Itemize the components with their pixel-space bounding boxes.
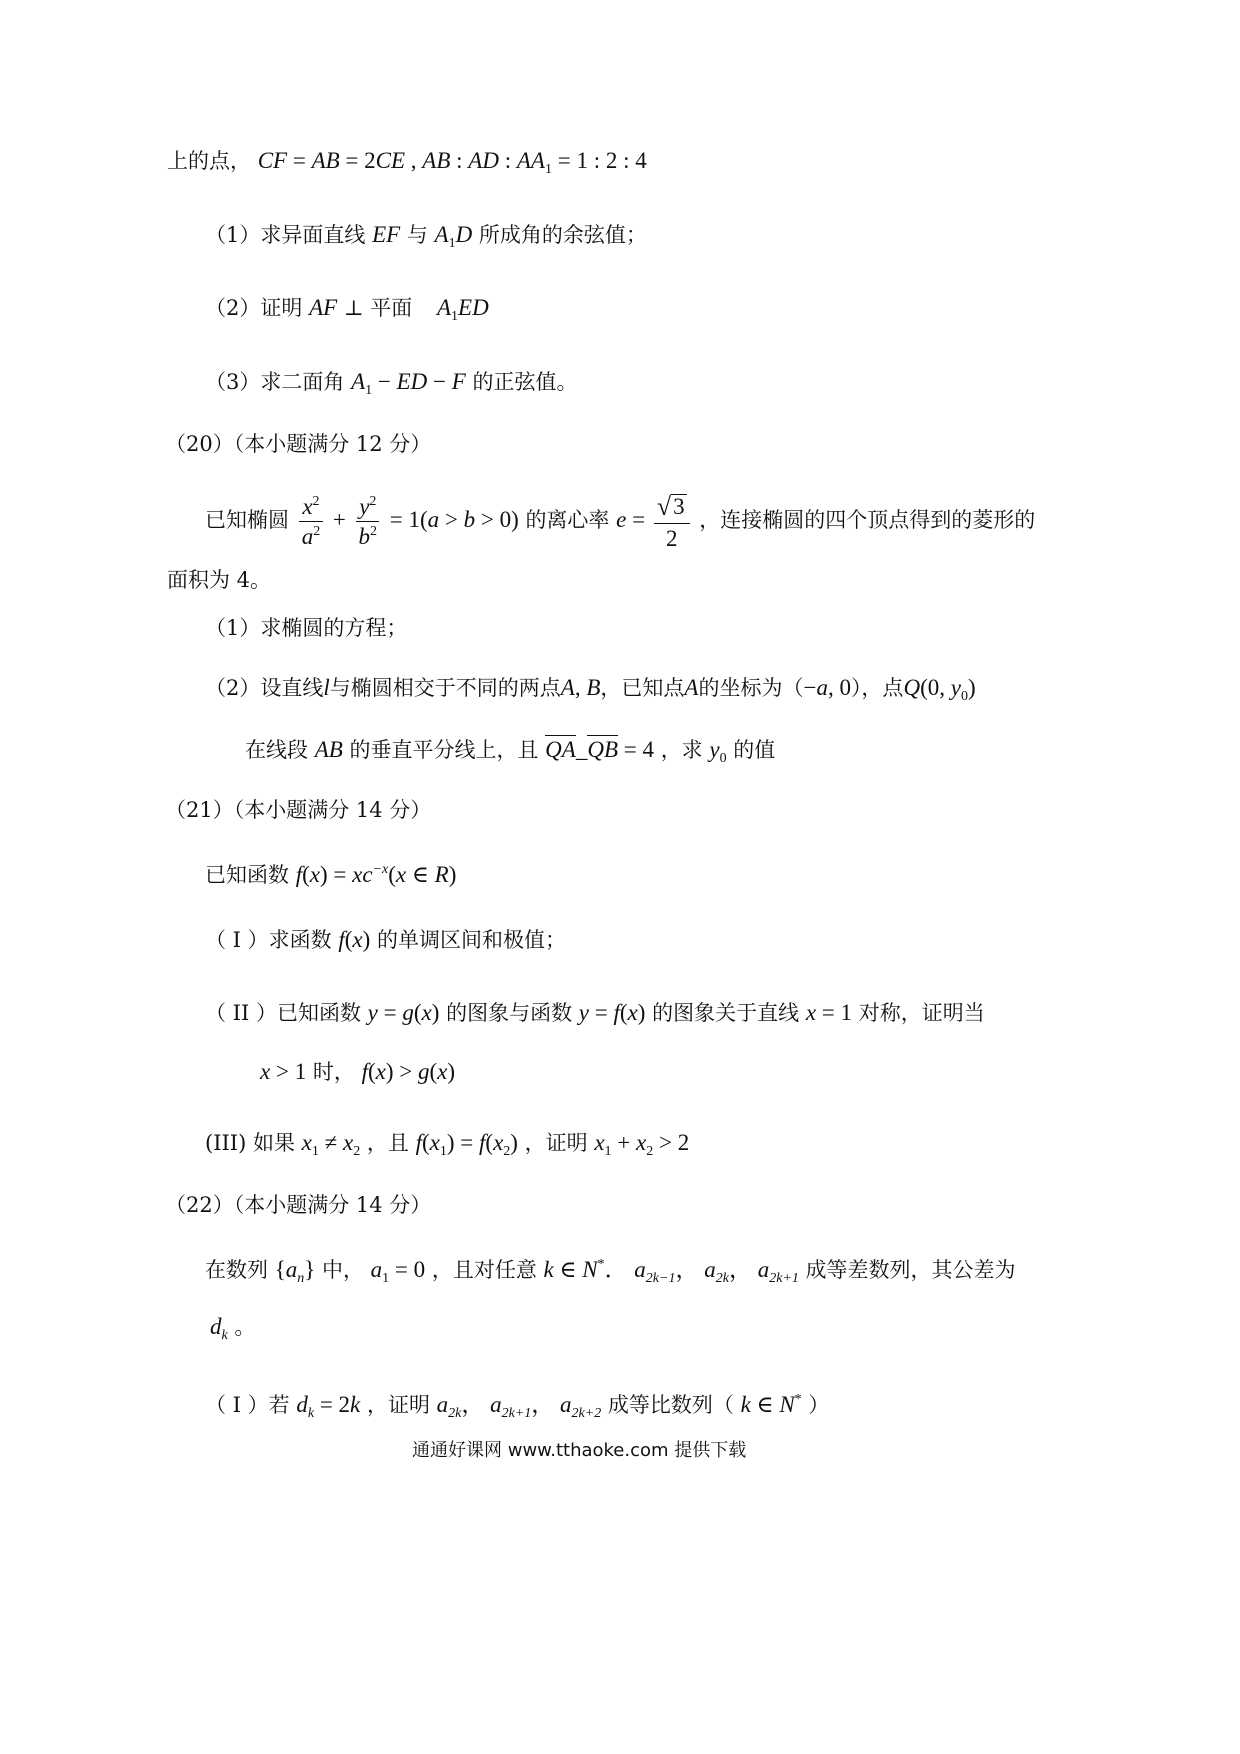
eccentricity: e =	[616, 507, 651, 532]
q20-area: 面积为 4。	[167, 568, 272, 592]
q22-part1-a: （ I ）若	[205, 1393, 290, 1417]
q20-part2	[205, 673, 976, 712]
q21-part3-a: (III) 如果	[205, 1131, 295, 1155]
q19-part3-suffix: 的正弦值。	[472, 370, 578, 394]
line-af: AF	[309, 295, 338, 320]
q22-intro-b: 中，	[321, 1258, 364, 1282]
ellipse-condition: = 1(a > b > 0)	[389, 507, 519, 532]
q19-part1-mid: 与	[406, 223, 428, 247]
q20-part2-line2	[245, 735, 775, 774]
q19-part1	[205, 220, 647, 259]
sequence-an: $\{a_n\}$	[274, 1257, 316, 1286]
fx1-eq-fx2: $f(x_1) = f(x_2)$	[415, 1130, 518, 1159]
q21-part3-b: ，且	[366, 1131, 409, 1155]
q22-part1-c: 成等比数列（	[607, 1393, 734, 1417]
q20-part2-c: ，已知点	[600, 676, 685, 700]
q21-part2-d: 对称，证明当	[858, 1001, 985, 1025]
y-eq-fx: y = f(x)	[578, 1000, 646, 1025]
q20-part2-line2-b: 的垂直平分线上，且	[349, 738, 539, 762]
dk-eq-2k: $d_k = 2k$	[296, 1392, 361, 1421]
q22-part1-d: ）	[808, 1393, 830, 1417]
q20-intro-mid: 的离心率	[525, 508, 610, 532]
y-eq-gx: y = g(x)	[367, 1000, 440, 1025]
q21-part2-line2	[260, 1057, 455, 1087]
q19-part1-suffix: 所成角的余弦值；	[478, 223, 647, 247]
vector-dot-product: QA_QB = 4	[545, 737, 654, 762]
q19-lead-line	[167, 146, 647, 185]
coord-a: −a, 0	[803, 675, 851, 700]
q19-part2	[205, 293, 489, 332]
q21-part1-a: （ I ）求函数	[205, 928, 332, 952]
x-eq-1: x = 1	[805, 1000, 853, 1025]
q21-part1-b: 的单调区间和极值；	[376, 928, 566, 952]
y0: $y_0$	[709, 737, 727, 766]
frac-sqrt3-2: √ 3 2	[654, 494, 690, 550]
q20-intro-suffix: ，连接椭圆的四个顶点得到的菱形的	[699, 508, 1036, 532]
q20-part2-d: 的坐标为（	[698, 676, 804, 700]
line-l: l	[323, 675, 330, 700]
frac-y2-b2: $\frac{y^2}{b^2}$	[356, 495, 381, 548]
q19-part2-prefix: （2）证明	[205, 296, 303, 320]
q21-intro	[205, 855, 456, 890]
q20-part2-line2-c: ，求	[660, 738, 703, 762]
segment-ab: AB	[314, 737, 343, 762]
line-ef: EF	[372, 222, 401, 247]
q21-part2-line2-a: 时，	[312, 1060, 355, 1084]
q20-part2-e: ），点	[850, 676, 904, 700]
q19-part1-prefix: （1）求异面直线	[205, 223, 366, 247]
terms-geometric: $a_{2k}$， $a_{2k+1}$， $a_{2k+2}$	[436, 1392, 602, 1421]
dihedral-angle: $A_1$ − ED − F	[351, 369, 466, 398]
q22-part1-b: ，证明	[366, 1393, 430, 1417]
points-ab: A, B	[560, 675, 601, 700]
q22-intro-line2	[210, 1312, 255, 1351]
dk: $d_k$	[210, 1314, 228, 1343]
q19-condition-formula: CF = AB = 2CE , AB : AD : $AA_1 = 1$ : 2 : 4	[257, 148, 647, 177]
frac-x2-a2: $\frac{x^2}{a^2}$	[299, 495, 324, 548]
q21-part1	[205, 925, 566, 955]
page-footer: 通通好课网 www.tthaoke.com 提供下载	[412, 1440, 747, 1461]
fx-gt-gx: f(x) > g(x)	[361, 1059, 456, 1084]
q22-intro-c: ，且对任意	[431, 1258, 537, 1282]
q20-part2-a: （2）设直线	[205, 676, 324, 700]
terms-a2k: $a_{2k-1}$， $a_{2k}$， $a_{2k+1}$	[634, 1257, 799, 1286]
q21-header: （21）（本小题满分 14 分）	[165, 798, 432, 822]
x1-neq-x2: $x_1 \ne x_2$	[301, 1130, 361, 1159]
q20-part2-line2-d: 的值	[733, 738, 776, 762]
a1-eq-0: $a_1 = 0$	[370, 1257, 426, 1286]
x1-plus-x2-gt-2: $x_1 + x_2 > 2$	[594, 1130, 690, 1159]
point-a: A	[684, 675, 699, 700]
q20-part1: （1）求椭圆的方程；	[205, 616, 408, 640]
point-q: Q(0, $y_0$)	[903, 675, 976, 704]
q20-intro-prefix: 已知椭圆	[205, 508, 289, 532]
q21-part2	[205, 998, 985, 1028]
q21-part3-c: ，证明	[524, 1131, 588, 1155]
q20-intro: 已知椭圆 $\frac{x^2}{a^2}$ + $\frac{y^2}{b^2}$ = 1(a > b > 0) 的离心率 e = √ 3 2 ，连接椭圆的四个顶点得到的菱形的	[205, 491, 1036, 551]
q21-part2-b: 的图象与函数	[446, 1001, 573, 1025]
q21-intro-text: 已知函数	[205, 863, 289, 887]
function-f-def: $f(x) = xc^{-x}(x$ ∈ R)	[295, 862, 457, 887]
q20-part2-b: 与椭圆相交于不同的两点	[329, 676, 561, 700]
q22-intro-a: 在数列	[205, 1258, 268, 1282]
q22-header: （22）（本小题满分 14 分）	[165, 1193, 432, 1217]
fx: f(x)	[338, 927, 371, 952]
q19-part2-mid: ⊥ 平面	[343, 296, 413, 320]
plane-a1ed: $A_1ED$	[436, 295, 489, 324]
q22-intro-d: 成等差数列，其公差为	[805, 1258, 1016, 1282]
q22-intro-line2-text: 。	[234, 1315, 256, 1339]
q20-header: （20）（本小题满分 12 分）	[165, 432, 432, 456]
q19-part3	[205, 367, 578, 406]
q21-part2-c: 的图象关于直线	[652, 1001, 800, 1025]
q19-lead-text: 上的点，	[167, 149, 251, 173]
q19-part3-prefix: （3）求二面角	[205, 370, 345, 394]
q22-part1	[205, 1385, 829, 1429]
k-in-n: k ∈ N*．	[543, 1257, 628, 1282]
k-in-n-star: k ∈ N*	[740, 1392, 802, 1417]
x-gt-1: x > 1	[260, 1059, 307, 1084]
q20-part2-line2-a: 在线段	[245, 738, 308, 762]
q21-part3	[205, 1128, 689, 1167]
q21-part2-a: （ II ）已知函数	[205, 1001, 361, 1025]
line-a1d: $A_1D$	[434, 222, 473, 251]
q22-intro	[205, 1250, 1016, 1294]
